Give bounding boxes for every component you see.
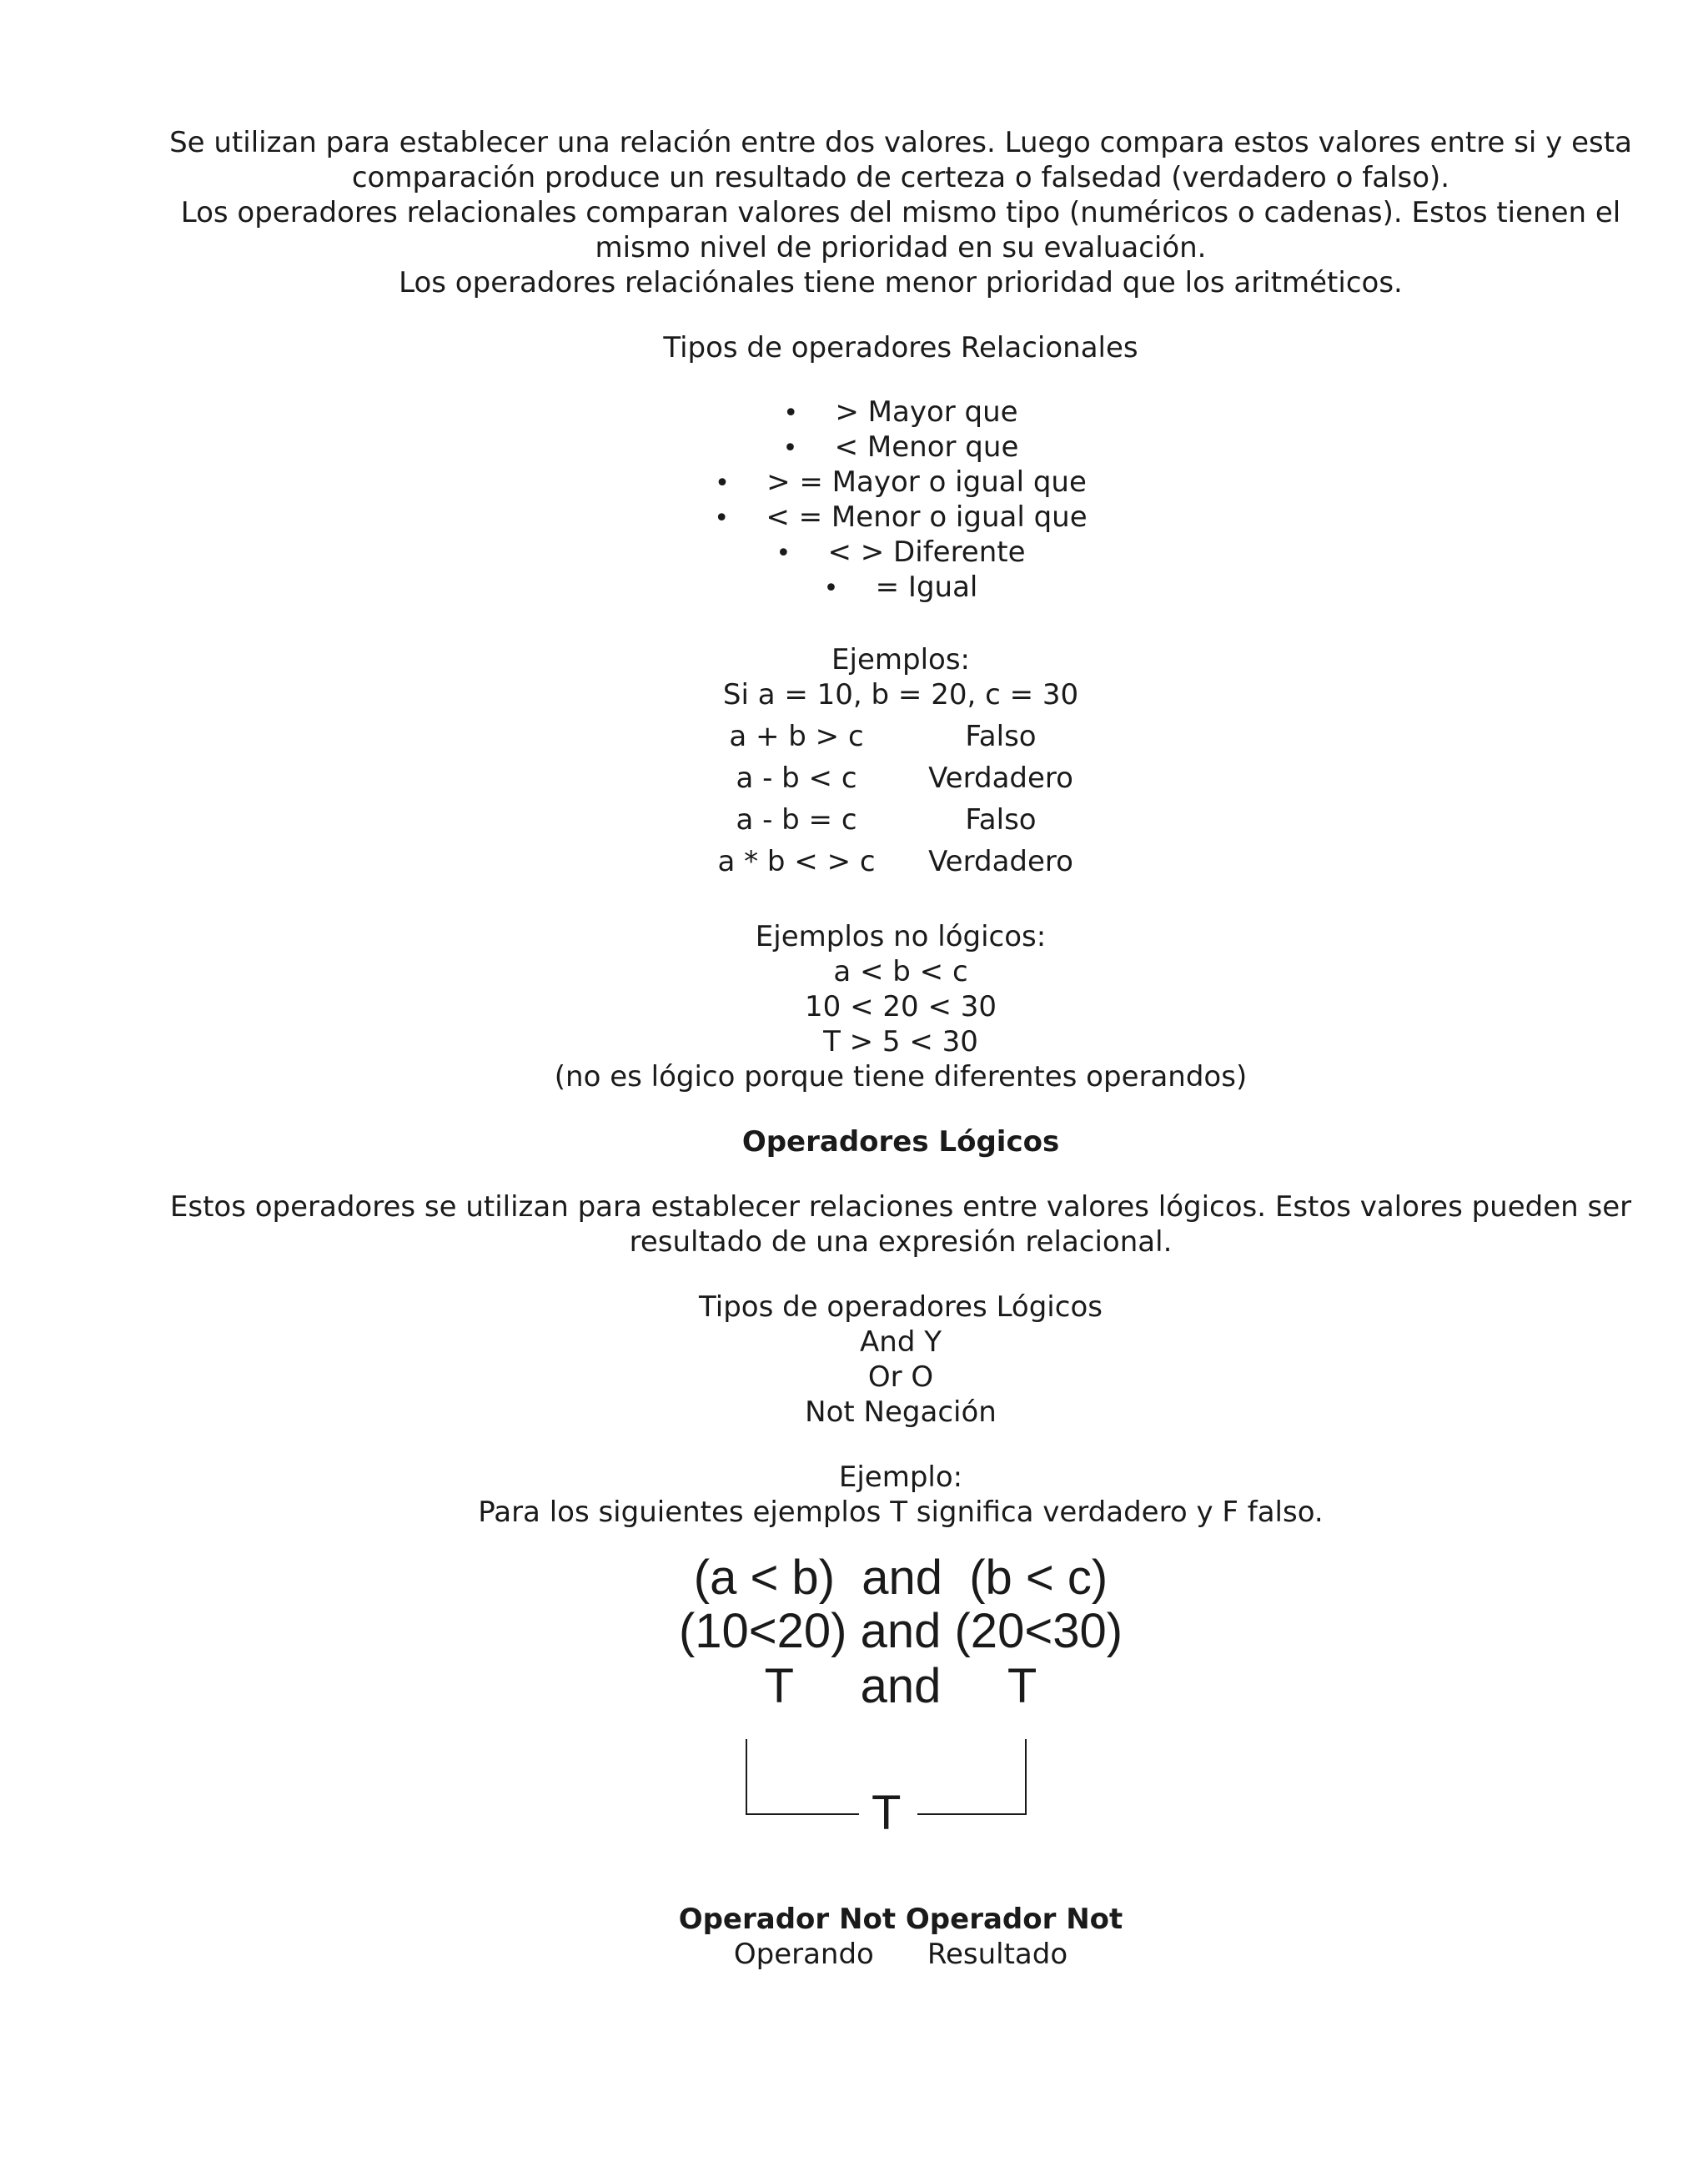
- diagram-line-expression: (a < b) and (b < c): [693, 1551, 1108, 1605]
- list-item: [150, 500, 1651, 535]
- operator-label: > = Mayor o igual que: [766, 465, 1087, 499]
- logical-type: Not Negación: [805, 1395, 997, 1429]
- not-column-operando: Operando: [733, 1938, 874, 1971]
- example-result: Falso: [965, 803, 1037, 837]
- intro-line-2: comparación produce un resultado de certeza o falsedad (verdadero o falso).: [351, 161, 1450, 194]
- logical-type: And Y: [860, 1325, 942, 1359]
- examples-table: [696, 716, 1105, 882]
- intro-line-4: mismo nivel de prioridad en su evaluación.: [595, 231, 1207, 264]
- table-row: [696, 757, 1105, 799]
- table-row: [696, 799, 1105, 841]
- document-page: [150, 125, 1651, 1972]
- example-expression: a - b < c: [736, 762, 857, 795]
- example-result: Verdadero: [928, 845, 1073, 878]
- intro-line-5: Los operadores relaciónales tiene menor prioridad que los aritméticos.: [399, 266, 1403, 299]
- example-result: Falso: [965, 720, 1037, 753]
- bullet-icon: •: [782, 434, 798, 463]
- diagram-line-values: (10<20) and (20<30): [678, 1604, 1123, 1658]
- operator-label: > Mayor que: [835, 395, 1018, 429]
- bullet-icon: •: [715, 469, 730, 498]
- table-row: [696, 716, 1105, 757]
- non-logical-line: 10 < 20 < 30: [805, 990, 997, 1023]
- not-column-resultado: Resultado: [927, 1938, 1068, 1971]
- bullet-icon: •: [783, 399, 799, 428]
- logical-example-title: Ejemplo:: [838, 1461, 963, 1494]
- logical-heading: Operadores Lógicos: [741, 1125, 1060, 1159]
- list-item: [150, 430, 1651, 465]
- non-logical-note: (no es lógico porque tiene diferentes operandos): [554, 1060, 1248, 1094]
- non-logical-line: T > 5 < 30: [823, 1025, 978, 1058]
- list-item: [150, 535, 1651, 571]
- non-logical-title: Ejemplos no lógicos:: [755, 920, 1047, 953]
- examples-title: Ejemplos:: [831, 643, 970, 676]
- example-expression: a * b < > c: [717, 845, 876, 878]
- logical-description-1: Estos operadores se utilizan para establecer relaciones entre valores lógicos. Estos valores pueden ser: [169, 1190, 1632, 1224]
- operator-label: < Menor que: [834, 430, 1019, 464]
- list-item: [150, 395, 1651, 430]
- table-row: [696, 841, 1105, 882]
- diagram-line-truth: T and T: [764, 1659, 1037, 1713]
- logical-type: Or O: [867, 1360, 934, 1394]
- diagram-result: T: [872, 1786, 902, 1840]
- example-expression: a - b = c: [736, 803, 857, 837]
- bullet-icon: •: [714, 504, 730, 533]
- list-item: [150, 571, 1651, 606]
- logical-types-title: Tipos de operadores Lógicos: [699, 1290, 1103, 1324]
- example-result: Verdadero: [928, 762, 1073, 795]
- intro-line-3: Los operadores relacionales comparan valores del mismo tipo (numéricos o cadenas). Estos tienen el: [180, 196, 1621, 229]
- operator-label: = Igual: [875, 571, 978, 604]
- operator-label: < > Diferente: [827, 535, 1026, 569]
- and-evaluation-diagram: [667, 1551, 1134, 1852]
- not-heading: Operador Not Operador Not: [678, 1903, 1123, 1936]
- relational-operator-list: [150, 395, 1651, 606]
- examples-given: Si a = 10, b = 20, c = 30: [722, 678, 1079, 711]
- bullet-icon: •: [776, 539, 791, 568]
- example-expression: a + b > c: [729, 720, 864, 753]
- not-table-header: [150, 1937, 1651, 1972]
- bullet-icon: •: [823, 574, 839, 603]
- intro-line-1: Se utilizan para establecer una relación entre dos valores. Luego compara estos valores entre si y esta: [169, 126, 1632, 159]
- operator-label: < = Menor o igual que: [766, 500, 1088, 534]
- logical-description-2: resultado de una expresión relacional.: [629, 1225, 1173, 1259]
- non-logical-line: a < b < c: [833, 955, 968, 988]
- list-item: [150, 465, 1651, 500]
- relational-title: Tipos de operadores Relacionales: [663, 331, 1138, 365]
- logical-example-description: Para los siguientes ejemplos T significa verdadero y F falso.: [478, 1496, 1324, 1529]
